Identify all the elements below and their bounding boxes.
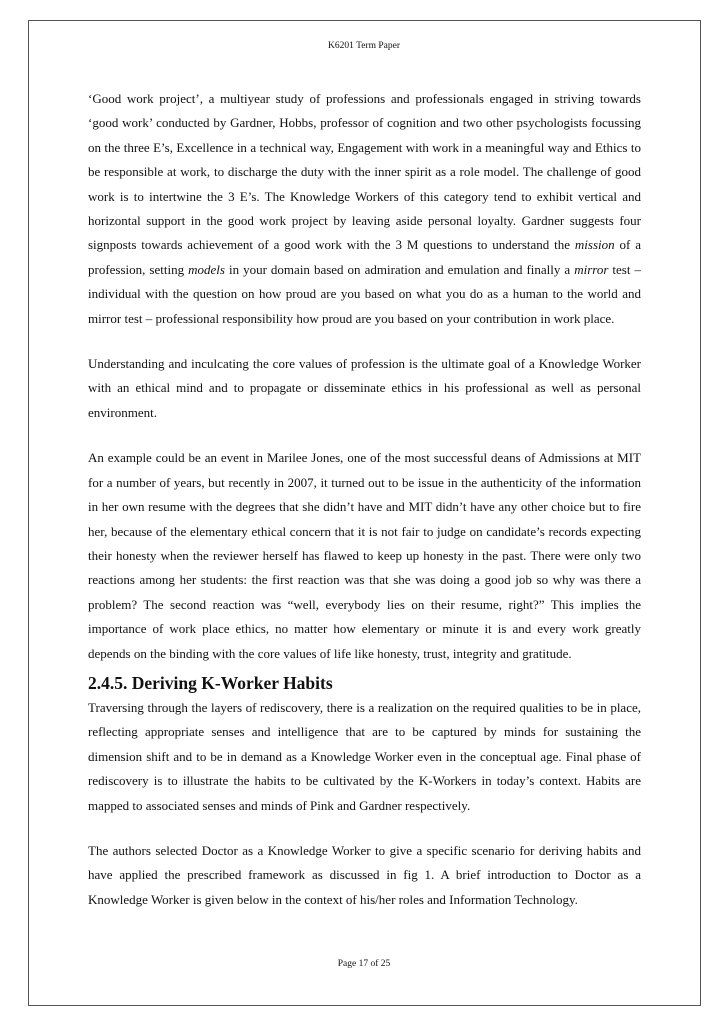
paragraph-core-values: Understanding and inculcating the core values of profession is the ultimate goal of a Knowledge Worker with an ethical mind and to propagate or disseminate ethics in his professional as well as personal environment.	[88, 356, 641, 420]
emphasis-mirror: mirror	[574, 261, 609, 277]
emphasis-models: models	[188, 261, 225, 277]
paragraph-spacer	[88, 331, 641, 352]
paragraph-spacer	[88, 818, 641, 839]
paragraph-good-work-project	[88, 87, 641, 331]
page-number: Page 17 of 25	[337, 959, 391, 969]
paragraph-text: of a profession, setting	[88, 237, 641, 277]
paragraph-doctor-scenario: The authors selected Doctor as a Knowledge Worker to give a specific scenario for deriving habits and have applied the prescribed framework as discussed in fig 1. A brief introduction to Doctor as a Knowledge Worker is given below in the context of his/her roles and Information Technology.	[88, 842, 641, 907]
document-body	[88, 87, 641, 912]
paragraph-marilee-jones-example: An example could be an event in Marilee Jones, one of the most successful deans of Admissions at MIT for a number of years, but recently in 2007, it turned out to be issue in the authenticity of the information in her own resume with the degrees that she didn’t have and MIT didn’t have any other choice but to fire her, because of the elementary ethical concern that it is not fair to judge on candidate’s records expecting their honesty when the reviewer herself has flawed to keep up honesty in the past. There were only two reactions among her students: the first reaction was that she was doing a good job so why was there a problem? The second reaction was “well, everybody lies on their resume, right?” This implies the importance of work place ethics, no matter how elementary or minute it is and every work greatly depends on the binding with the core values of life like honesty, trust, integrity and gratitude.	[88, 450, 641, 661]
paragraph-text: ‘Good work project’, a multiyear study of professions and professionals engaged in striving towards ‘good work’ conducted by Gardner, Hobbs, professor of cognition and two other psychologists focussing on the three E’s, Excellence in a technical way, Engagement with work in a meaningful way and Ethics to be responsible at work, to discharge the duty with the inner spirit as a role model. The challenge of good work is to intertwine the 3 E’s. The Knowledge Workers of this category tend to exhibit vertical and horizontal support in the good work project by leaving aside personal loyalty. Gardner suggests four signposts towards achievement of a good work with the 3 M questions to understand the	[88, 91, 641, 253]
page-header: K6201 Term Paper	[328, 41, 400, 51]
section-heading: 2.4.5. Deriving K-Worker Habits	[88, 672, 333, 693]
paragraph-text: in your domain based on admiration and emulation and finally a	[224, 261, 575, 277]
paragraph-text: test – individual with the question on how proud are you based on what you do as a human to the world and mirror test – professional responsibility how proud are you based on your contribution in work place.	[88, 261, 641, 326]
emphasis-mission: mission	[574, 237, 615, 253]
paragraph-spacer	[88, 425, 641, 446]
paragraph-rediscovery: Traversing through the layers of rediscovery, there is a realization on the required qualities to be in place, reflecting appropriate senses and intelligence that are to be captured by minds for sustaining the dimension shift and to be in demand as a Knowledge Worker even in the conceptual age. Final phase of rediscovery is to illustrate the habits to be cultivated by the K-Workers in today’s context. Habits are mapped to associated senses and minds of Pink and Gardner respectively.	[88, 699, 641, 813]
